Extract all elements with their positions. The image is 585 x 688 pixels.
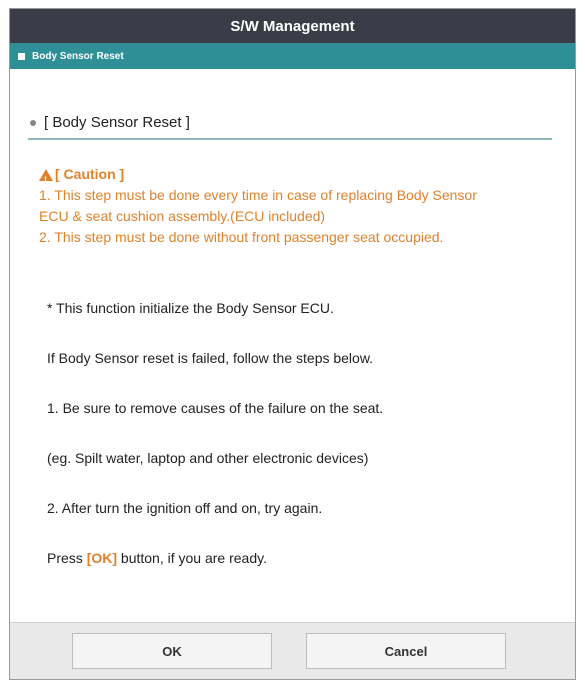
caution-block — [39, 164, 559, 248]
sub-header — [10, 43, 575, 69]
section-title: [ Body Sensor Reset ] — [44, 114, 190, 131]
button-bar — [10, 622, 575, 679]
section-header — [28, 114, 552, 140]
caution-line-1: 1. This step must be done every time in case of replacing Body Sensor — [39, 187, 477, 203]
warning-icon — [39, 169, 53, 181]
caution-line-3: 2. This step must be done without front passenger seat occupied. — [39, 229, 444, 245]
instruction-line: 1. Be sure to remove causes of the failure on the seat. — [47, 400, 384, 416]
caution-title-row — [39, 164, 559, 185]
content-area — [10, 69, 575, 623]
ok-button[interactable]: OK — [72, 633, 272, 669]
square-bullet-icon — [18, 53, 25, 60]
press-prefix: Press — [47, 550, 87, 566]
instruction-line: 2. After turn the ignition off and on, try again. — [47, 500, 323, 516]
dialog-window — [9, 8, 576, 680]
window-title: S/W Management — [230, 17, 355, 35]
cancel-button[interactable]: Cancel — [306, 633, 506, 669]
instruction-line: If Body Sensor reset is failed, follow the steps below. — [47, 350, 374, 366]
instruction-line: (eg. Spilt water, laptop and other electronic devices) — [47, 450, 369, 466]
instruction-line: * This function initialize the Body Sensor ECU. — [47, 300, 334, 316]
title-bar — [10, 9, 575, 43]
instructions — [47, 297, 557, 597]
instruction-line-press-ok — [47, 547, 557, 597]
caution-title: [ Caution ] — [55, 166, 125, 182]
caution-line-2: ECU & seat cushion assembly.(ECU included) — [39, 208, 326, 224]
sub-header-label: Body Sensor Reset — [32, 50, 124, 62]
press-suffix: button, if you are ready. — [117, 550, 267, 566]
ok-highlight: [OK] — [86, 550, 118, 566]
bullet-icon — [30, 120, 36, 126]
